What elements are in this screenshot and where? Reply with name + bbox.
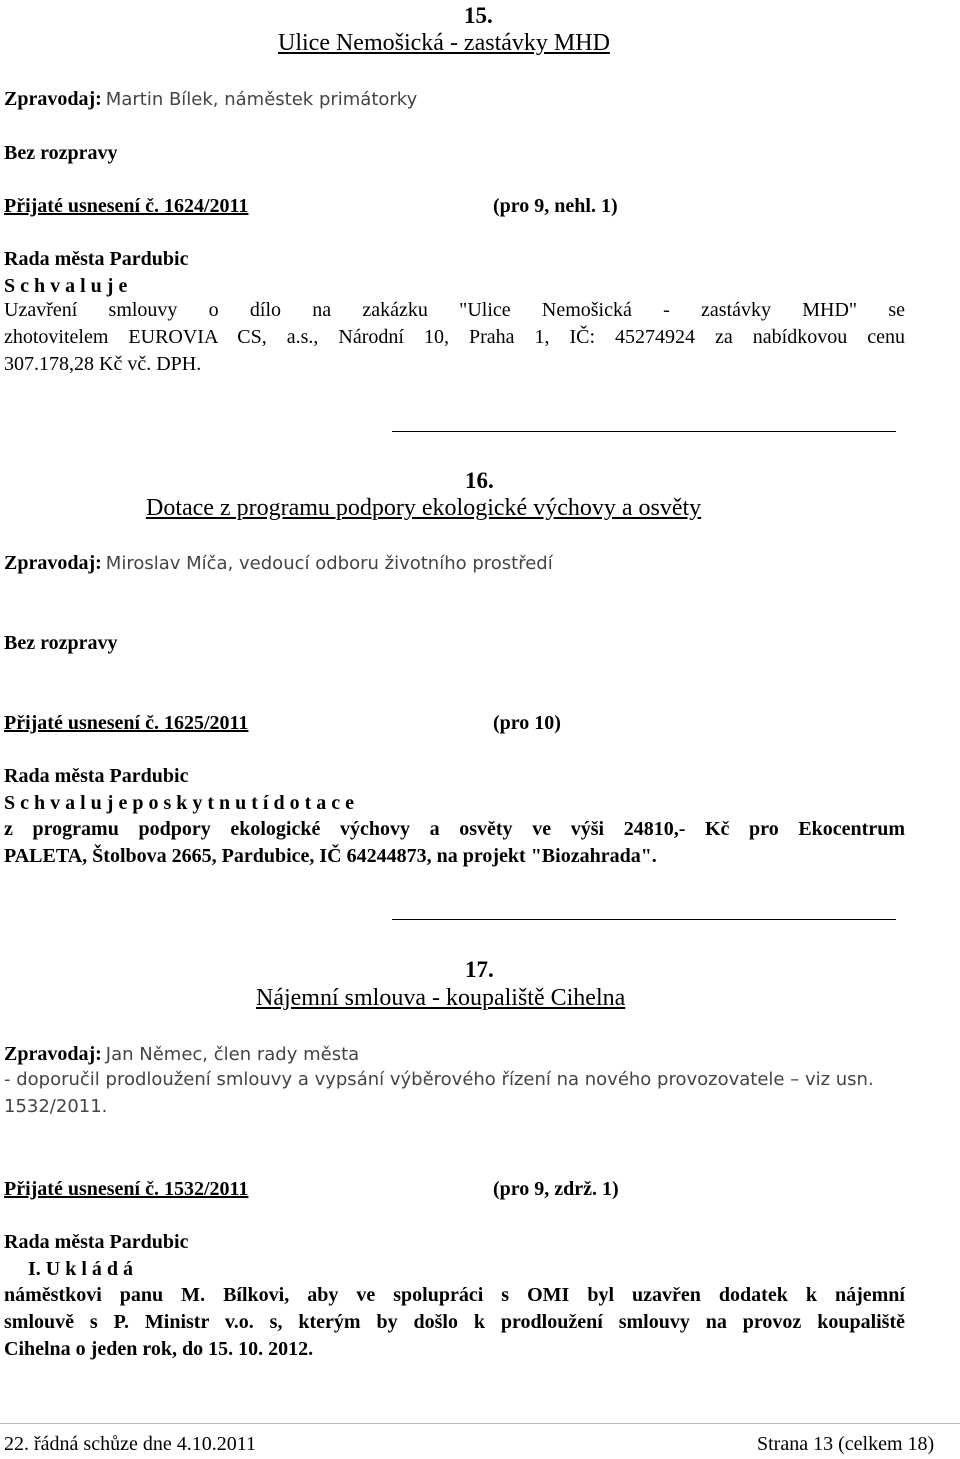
resolution-text-line: 307.178,28 Kč vč. DPH. bbox=[4, 353, 202, 375]
item-title: Nájemní smlouva - koupaliště Cihelna bbox=[256, 985, 626, 1011]
resolution-number: Přijaté usnesení č. 1624/2011 bbox=[4, 195, 249, 217]
council-name: Rada města Pardubic bbox=[4, 1231, 189, 1253]
resolution-text bbox=[4, 1282, 905, 1363]
item-number: 16. bbox=[465, 468, 494, 493]
reporter-name: Martin Bílek, náměstek primátorky bbox=[105, 89, 418, 110]
resolution-text-line: Uzavření smlouvy o dílo na zakázku "Ulice Nemošická - zastávky MHD" se bbox=[4, 299, 905, 321]
vote-result: (pro 9, zdrž. 1) bbox=[493, 1178, 619, 1200]
section-divider bbox=[392, 431, 896, 432]
action-index: I. bbox=[28, 1258, 41, 1280]
resolution-text-line: z programu podpory ekologické výchovy a osvěty ve výši 24810,- Kč pro Ekocentrum bbox=[4, 818, 905, 840]
resolution-text-line: Cihelna o jeden rok, do 15. 10. 2012. bbox=[4, 1338, 314, 1360]
reporter-line bbox=[4, 89, 417, 109]
recommendation-note: 1532/2011. bbox=[4, 1096, 108, 1117]
resolution-text bbox=[4, 297, 905, 378]
footer-divider bbox=[0, 1423, 960, 1424]
footer-meeting: 22. řádná schůze dne 4.10.2011 bbox=[4, 1433, 256, 1455]
action-verb: U k l á d á bbox=[45, 1258, 134, 1280]
council-name: Rada města Pardubic bbox=[4, 765, 189, 787]
resolution-action: S c h v a l u j e bbox=[4, 275, 128, 297]
reporter-line bbox=[4, 1044, 359, 1064]
reporter-label: Zpravodaj: bbox=[4, 1043, 102, 1065]
item-title: Ulice Nemošická - zastávky MHD bbox=[278, 30, 610, 56]
reporter-line bbox=[4, 553, 553, 573]
section-divider bbox=[392, 919, 896, 920]
resolution-number: Přijaté usnesení č. 1532/2011 bbox=[4, 1178, 249, 1200]
vote-result: (pro 10) bbox=[493, 712, 561, 734]
item-number: 15. bbox=[464, 3, 493, 28]
item-number: 17. bbox=[465, 957, 494, 982]
resolution-action bbox=[28, 1259, 133, 1279]
reporter-label: Zpravodaj: bbox=[4, 552, 102, 574]
council-name: Rada města Pardubic bbox=[4, 248, 189, 270]
recommendation-note: - doporučil prodloužení smlouvy a vypsání výběrového řízení na nového provozovatele – viz usn. bbox=[4, 1069, 874, 1090]
resolution-number: Přijaté usnesení č. 1625/2011 bbox=[4, 712, 249, 734]
resolution-text-line: náměstkovi panu M. Bílkovi, aby ve spolupráci s OMI byl uzavřen dodatek k nájemní bbox=[4, 1284, 905, 1306]
resolution-text-line: smlouvě s P. Ministr v.o. s, kterým by došlo k prodloužení smlouvy na provoz koupaliště bbox=[4, 1311, 905, 1333]
footer-page: Strana 13 (celkem 18) bbox=[757, 1433, 935, 1455]
reporter-label: Zpravodaj: bbox=[4, 88, 102, 110]
item-title: Dotace z programu podpory ekologické výchovy a osvěty bbox=[146, 495, 702, 521]
resolution-text bbox=[4, 816, 905, 870]
discussion-note: Bez rozpravy bbox=[4, 632, 118, 654]
reporter-name: Jan Němec, člen rady města bbox=[105, 1044, 360, 1065]
resolution-text-line: PALETA, Štolbova 2665, Pardubice, IČ 64244873, na projekt "Biozahrada". bbox=[4, 845, 657, 867]
resolution-action: S c h v a l u j e p o s k y t n u t í d o t a c e bbox=[4, 792, 355, 814]
vote-result: (pro 9, nehl. 1) bbox=[493, 195, 618, 217]
reporter-name: Miroslav Míča, vedoucí odboru životního prostředí bbox=[105, 553, 553, 574]
discussion-note: Bez rozpravy bbox=[4, 142, 118, 164]
resolution-text-line: zhotovitelem EUROVIA CS, a.s., Národní 10, Praha 1, IČ: 45274924 za nabídkovou cenu bbox=[4, 326, 905, 348]
